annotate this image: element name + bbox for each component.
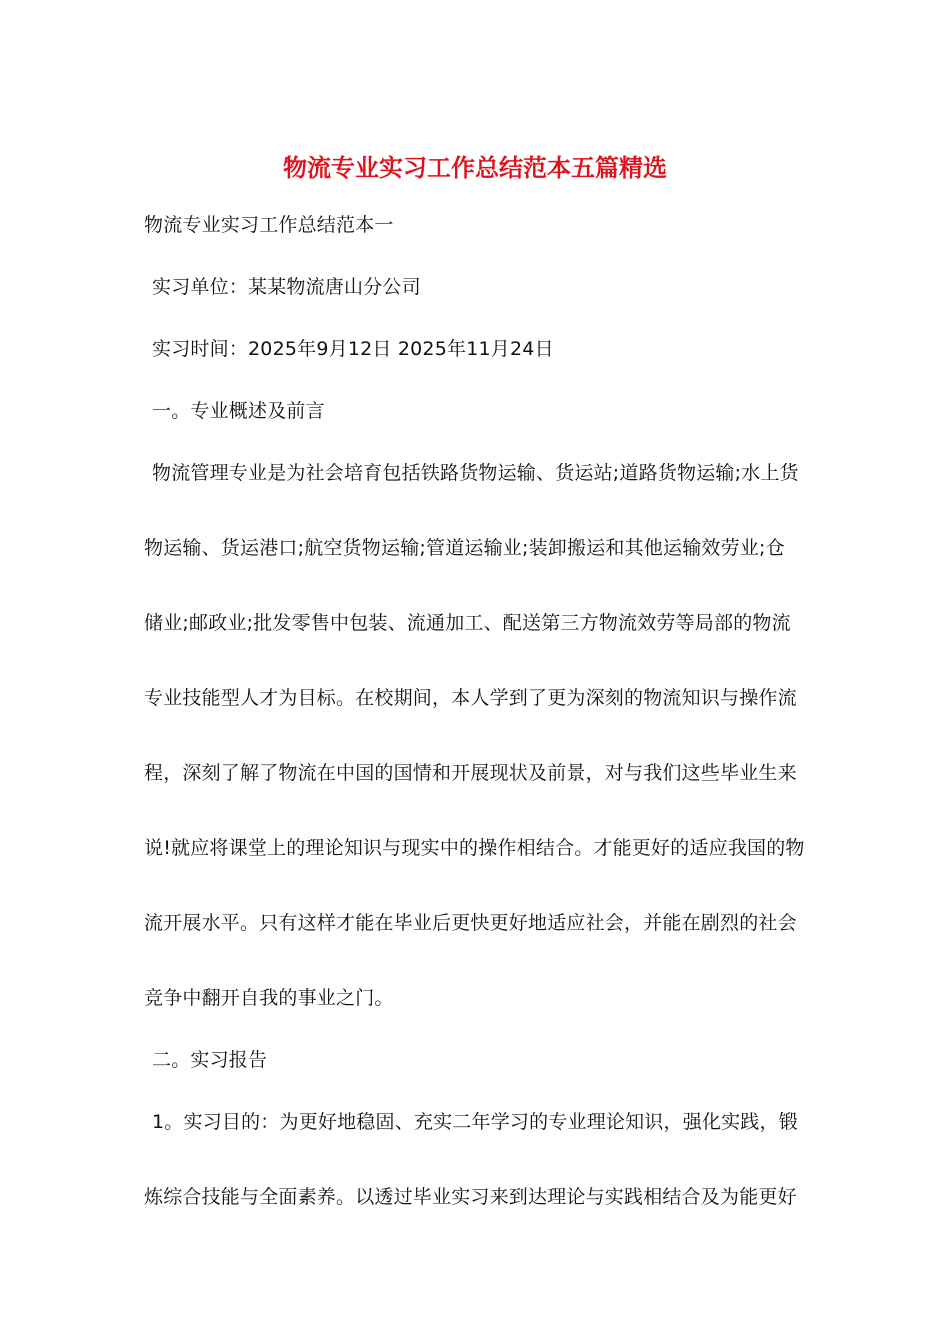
section-one-heading: 一。专业概述及前言 — [152, 400, 325, 422]
paragraph-line: 炼综合技能与全面素养。以透过毕业实习来到达理论与实践相结合及为能更好 — [144, 1186, 797, 1208]
paragraph-line: 物运输、货运港口;航空货物运输;管道运输业;装卸搬运和其他运输效劳业;仓 — [144, 537, 785, 559]
paragraph-line: 储业;邮政业;批发零售中包装、流通加工、配送第三方物流效劳等局部的物流 — [144, 612, 791, 634]
internship-unit: 实习单位：某某物流唐山分公司 — [152, 276, 421, 298]
section-two-heading: 二。实习报告 — [152, 1049, 268, 1071]
paragraph-line: 说!就应将课堂上的理论知识与现实中的操作相结合。才能更好的适应我国的物 — [144, 837, 805, 859]
paragraph-line: 竞争中翻开自我的事业之门。 — [144, 987, 394, 1009]
paragraph-line: 物流管理专业是为社会培育包括铁路货物运输、货运站;道路货物运输;水上货 — [152, 462, 799, 484]
internship-time: 实习时间：2025年9月12日 2025年11月24日 — [152, 338, 554, 360]
paragraph-line: 流开展水平。只有这样才能在毕业后更快更好地适应社会，并能在剧烈的社会 — [144, 912, 797, 934]
paragraph-line: 程，深刻了解了物流在中国的国情和开展现状及前景，对与我们这些毕业生来 — [144, 762, 797, 784]
paragraph-line: 1。实习目的：为更好地稳固、充实二年学习的专业理论知识，强化实践，锻 — [152, 1111, 798, 1133]
document-title: 物流专业实习工作总结范本五篇精选 — [283, 153, 667, 182]
section-heading: 物流专业实习工作总结范本一 — [144, 214, 394, 236]
paragraph-line: 专业技能型人才为目标。在校期间，本人学到了更为深刻的物流知识与操作流 — [144, 687, 797, 709]
